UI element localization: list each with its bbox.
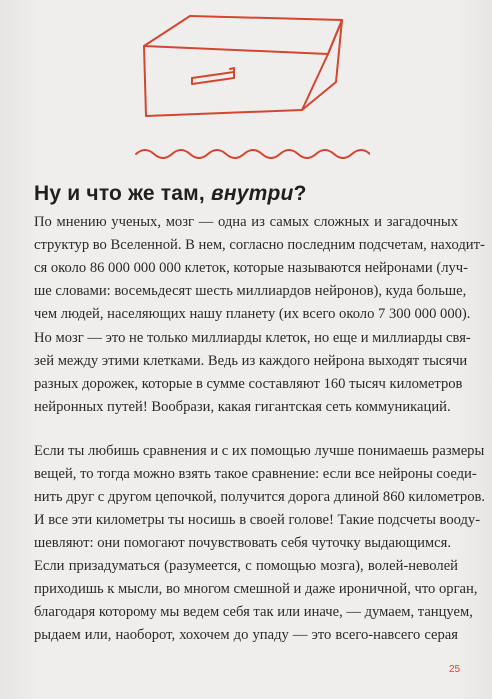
heading-text: Ну и что же там, xyxy=(34,182,211,205)
text-line: благодаря которому мы ведем себя так или иначе, — думаем, танцуем, xyxy=(34,604,473,620)
text-line: Но мозг — это не только миллиарды клеток, но еще и миллиарды свя- xyxy=(34,330,471,346)
page-number: 25 xyxy=(449,664,461,675)
text-line: ся около 86 000 000 000 клеток, которые называются нейронами (луч- xyxy=(34,260,469,276)
text-line: приходишь к мысли, во многом смешной и даже ироничной, что орган, xyxy=(34,581,478,597)
paragraph-3 xyxy=(34,440,486,555)
text-line: ше словами: восемьдесят шесть миллиардов нейронов), куда больше, xyxy=(34,283,467,299)
heading-emphasis: внутри xyxy=(210,182,294,205)
text-line: шевляют: они помогают почувствовать себя чуточку выдающимся. xyxy=(34,535,452,551)
paragraph-1 xyxy=(34,211,485,326)
drawer-box-icon xyxy=(130,10,370,170)
heading-question-mark: ? xyxy=(293,182,307,205)
text-line: По мнению ученых, мозг — одна из самых сложных и загадочных xyxy=(34,214,458,230)
text-line: зей между этими клетками. Ведь из каждого нейрона выходят тысячи xyxy=(34,353,468,369)
text-line: разных дорожек, которые в сумме составляют 160 тысяч километров xyxy=(34,376,463,392)
text-line: нить друг с другом цепочкой, получится дорога длиной 860 километров. xyxy=(34,489,486,505)
section-heading xyxy=(34,182,307,206)
text-line: Если призадуматься (разумеется, с помощью мозга), волей-неволей xyxy=(34,558,458,574)
text-line: рыдаем или, наоборот, хохочем до упаду — это всего-навсего серая xyxy=(34,627,458,643)
wavy-line-icon xyxy=(136,150,370,158)
text-line: структур во Вселенной. В нем, согласно последним подсчетам, находит- xyxy=(34,237,485,253)
text-line: Если ты любишь сравнения и с их помощью лучше понимаешь размеры xyxy=(34,443,485,459)
text-line: И все эти километры ты носишь в своей голове! Такие подсчеты вооду- xyxy=(34,512,481,528)
text-line: чем людей, населяющих нашу планету (их всего около 7 300 000 000). xyxy=(34,306,471,322)
paragraph-4 xyxy=(34,555,478,647)
text-line: вещей, то тогда можно взять такое сравнение: если все нейроны соеди- xyxy=(34,466,477,482)
paragraph-2 xyxy=(34,327,471,419)
text-line: нейронных путей! Вообрази, какая гигантская сеть коммуникаций. xyxy=(34,399,451,415)
